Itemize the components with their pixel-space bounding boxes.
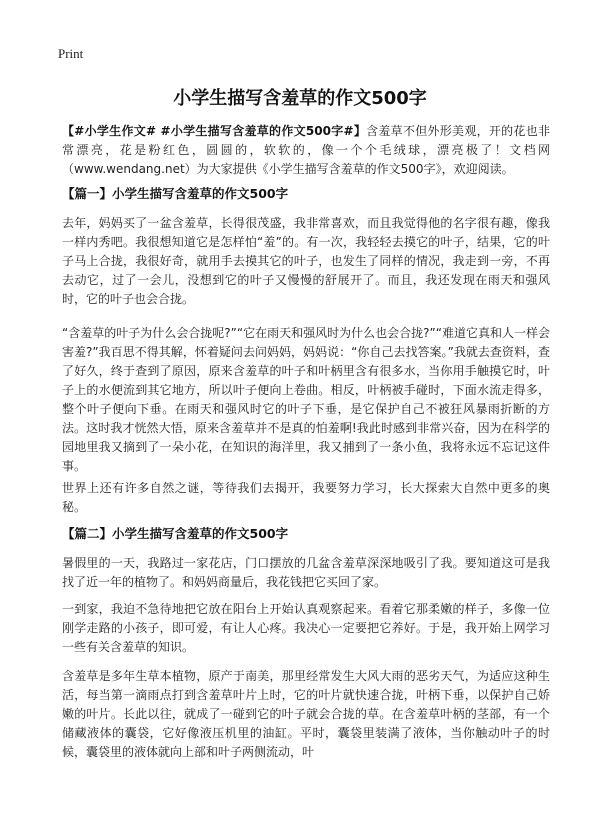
section-2-paragraph-3: 含羞草是多年生草本植物，原产于南美，那里经常发生大风大雨的恶劣天气，为适应这种生活，每当第一滴雨点打到含羞草叶片上时，它的叶片就快速合拢，叶柄下垂，以保护自己娇嫩的叶片。长此以往，就成了一碰到它的叶子就会合拢的草。在含羞草叶柄的茎部，有一个储藏液体的囊袋，它好像液压机里的油缸。平时，囊袋里装满了液体，当你触动叶子的时候，囊袋里的液体就向上部和叶子两侧流动，叶 bbox=[62, 669, 550, 759]
section-1-paragraph-2: “含羞草的叶子为什么会合拢呢?”“它在雨天和强风时为什么也会合拢?”“难道它真和人一样会害羞?”我百思不得其解，怀着疑问去问妈妈，妈妈说：“你自己去找答案。”我就去查资料，查了好久，终于查到了原因，原来含羞草的叶子和叶柄里含有很多水，当你用手触摸它时，叶子上的水便流到其它地方，所以叶子便向上卷曲。相反，叶柄被手碰时，下面水流走得多，整个叶子便向下垂。在雨天和强风时它的叶子下垂，是它保护自己不被狂风暴雨折断的方法。这时我才恍然大悟，原来含羞草并不是真的怕羞啊!我此时感到非常兴奋，因为在科学的园地里我又摘到了一朵小花，在知识的海洋里，我又捕到了一条小鱼，我将永远不忘记这件事。 bbox=[62, 326, 550, 473]
intro-paragraph bbox=[62, 122, 550, 179]
section-2-paragraph-2: 一到家，我迫不急待地把它放在阳台上开始认真观察起来。看着它那柔嫩的样子，多像一位刚学走路的小孩子，即可爱，有让人心疼。我决心一定要把它养好。于是，我开始上网学习一些有关含羞草的知识。 bbox=[62, 602, 550, 654]
section-heading-2: 【篇二】小学生描写含羞草的作文500字 bbox=[62, 526, 289, 541]
page-title: 小学生描写含羞草的作文500字 bbox=[173, 88, 427, 109]
section-1-paragraph-3: 世界上还有许多自然之谜，等待我们去揭开，我要努力学习，长大探索大自然中更多的奥秘。 bbox=[62, 481, 550, 514]
section-1-paragraph-1: 去年，妈妈买了一盆含羞草，长得很茂盛，我非常喜欢，而且我觉得他的名字很有趣，像我一样内秀吧。我很想知道它是怎样怕“羞”的。有一次，我轻轻去摸它的叶子，结果，它的叶子马上合拢，我很好奇，就用手去摸其它的叶子，也发生了同样的情况，我走到一旁，不再去动它，过了一会儿，没想到它的叶子又慢慢的舒展开了。而且，我还发现在雨天和强风时，它的叶子也会合拢。 bbox=[62, 216, 550, 306]
section-2-paragraph-1: 暑假里的一天，我路过一家花店，门口摆放的几盆含羞草深深地吸引了我。要知道这可是我找了近一年的植物了。和妈妈商量后，我花钱把它买回了家。 bbox=[62, 556, 550, 589]
print-label[interactable]: Print bbox=[58, 46, 84, 61]
intro-lead: 【#小学生作文# #小学生描写含羞草的作文500字#】 bbox=[62, 124, 367, 138]
section-heading-1: 【篇一】小学生描写含羞草的作文500字 bbox=[62, 186, 289, 201]
intro-text: 含羞草不但外形美观，开的花也非常漂亮，花是粉红色，圆圆的，软软的，像一个个毛绒球，漂亮极了！文档网（www.wendang.net）为大家提供《小学生描写含羞草的作文500字》，欢迎阅读。 bbox=[62, 124, 550, 176]
